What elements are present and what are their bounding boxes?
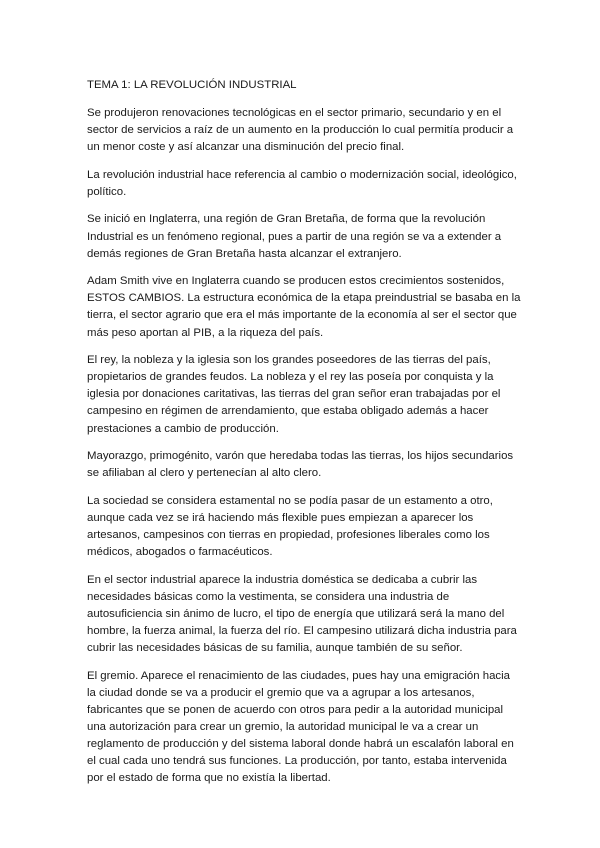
- paragraph-3: Se inició en Inglaterra, una región de Gran Bretaña, de forma que la revolución Industrial es un fenómeno regional, pues a partir de una región se va a extender a demás regiones de Gran Bretaña hasta alcanzar el extranjero.: [87, 213, 502, 260]
- paragraph-8: En el sector industrial aparece la industria doméstica se dedicaba a cubrir las necesidades básicas como la vestimenta, se considera una industria de autosuficiencia sin ánimo de lucro, el tipo de energía que utilizará será la mano del hombre, la fuerza animal, la fuerza del río. El campesino utilizará dicha industria para cubrir las necesidades básicas de su familia, aunque también de su señor.: [87, 573, 517, 655]
- paragraph-7: La sociedad se considera estamental no se podía pasar de un estamento a otro, aunque cada vez se irá haciendo más flexible pues empiezan a aparecer los artesanos, campesinos con tierras en propiedad, profesiones liberales como los médicos, abogados o farmacéuticos.: [87, 494, 493, 559]
- paragraph-4: Adam Smith vive en Inglaterra cuando se producen estos crecimientos sostenidos, ESTOS CAMBIOS. La estructura económica de la etapa preindustrial se basaba en la tierra, el sector agrario que era el más importante de la economía al ser el sector que más peso aportan al PIB, a la riqueza del país.: [87, 275, 521, 339]
- document-title: TEMA 1: LA REVOLUCIÓN INDUSTRIAL: [87, 79, 297, 91]
- paragraph-1: Se produjeron renovaciones tecnológicas en el sector primario, secundario y en el sector de servicios a raíz de un aumento en la producción lo cual permitía producir a un menor coste y así alcanzar una disminución del precio final.: [87, 107, 514, 154]
- paragraph-6: Mayorazgo, primogénito, varón que heredaba todas las tierras, los hijos secundarios se afiliaban al clero y pertenecían al alto clero.: [87, 450, 514, 480]
- document-page: [87, 77, 521, 798]
- paragraph-9: El gremio. Aparece el renacimiento de las ciudades, pues hay una emigración hacia la ciudad donde se va a producir el gremio que va a agrupar a los artesanos, fabricantes que se ponen de acuerdo con otros para pedir a la autoridad municipal una autorización para crear un gremio, la autoridad municipal le va a crear un reglamento de producción y del sistema laboral donde habrá un escalafón laboral en el cual cada uno tendrá sus funciones. La producción, por tanto, estaba intervenida por el estado de forma que no existía la libertad.: [87, 669, 514, 785]
- paragraph-5: El rey, la nobleza y la iglesia son los grandes poseedores de las tierras del país, propietarios de grandes feudos. La nobleza y el rey las poseía por conquista y la iglesia por donaciones caritativas, las tierras del gran señor eran trabajadas por el campesino en régimen de arrendamiento, que estaba obligado además a hacer prestaciones a cambio de producción.: [87, 354, 501, 435]
- paragraph-2: La revolución industrial hace referencia al cambio o modernización social, ideológico, político.: [87, 168, 517, 198]
